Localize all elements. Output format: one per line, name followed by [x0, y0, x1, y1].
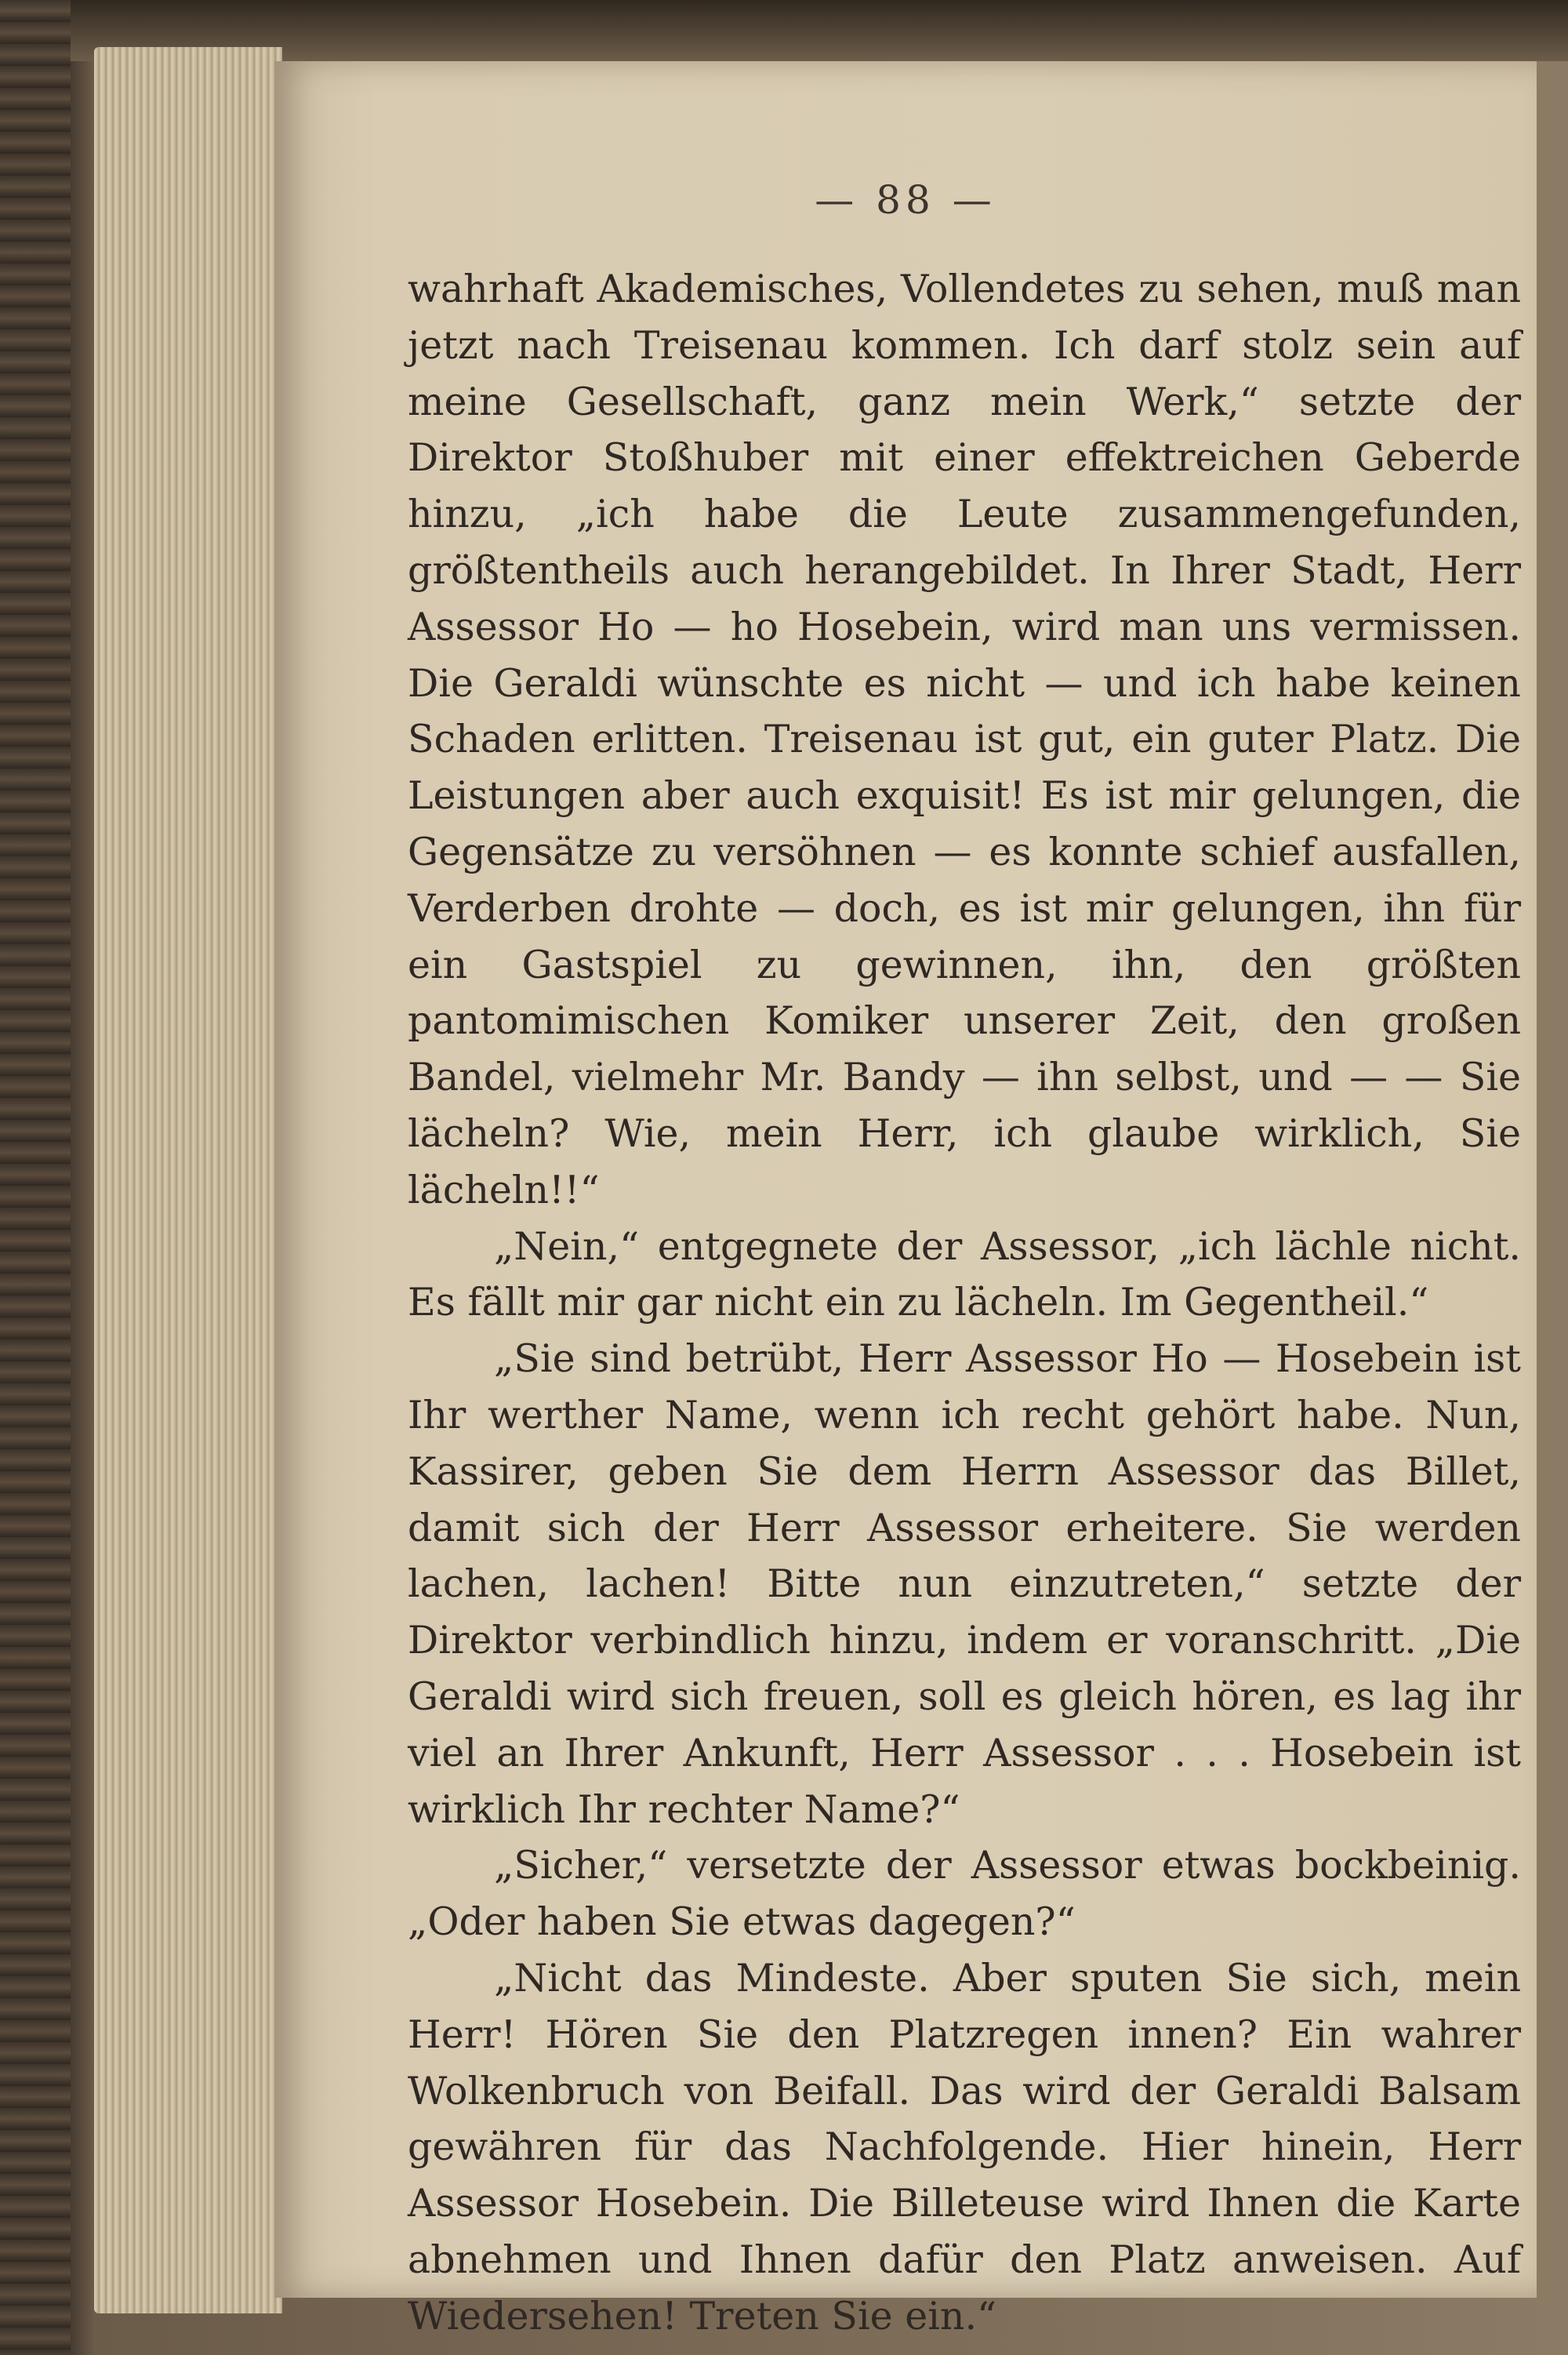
book-page: [274, 61, 1537, 2339]
page-stack-edges: [94, 47, 282, 2313]
paragraph-5: „Nicht das Mindeste. Aber sputen Sie sich, mein Herr! Hören Sie den Platzregen innen? Ein wahrer Wolkenbruch von Beifall. Das wird der Geraldi Balsam gewähren für das Nachfolgende. Hier hinein, Herr Assessor Hosebein. Die Billeteuse wird Ihnen die Karte abnehmen und Ihnen dafür den Platz anweisen. Auf Wiedersehen! Treten Sie ein.“: [408, 1955, 1521, 2339]
paragraph-2: „Nein,“ entgegnete der Assessor, „ich lächle nicht. Es fällt mir gar nicht ein zu lächeln. Im Gegentheil.“: [408, 1223, 1521, 1325]
paragraph-3: „Sie sind betrübt, Herr Assessor Ho — Hosebein ist Ihr werther Name, wenn ich recht gehört habe. Nun, Kassirer, geben Sie dem Herrn Assessor das Billet, damit sich der Herr Assessor erheitere. Sie werden lachen, lachen! Bitte nun einzutreten,“ setzte der Direktor verbindlich hinzu, indem er voranschritt. „Die Geraldi wird sich freuen, soll es gleich hören, es lag ihr viel an Ihrer Ankunft, Herr Assessor . . . Hosebein ist wirklich Ihr rechter Name?“: [408, 1336, 1521, 1832]
book-cover-edge: [0, 0, 71, 2355]
page-number: — 88 —: [815, 177, 996, 223]
body-text: [408, 261, 1521, 2344]
paragraph-1: wahrhaft Akademisches, Vollendetes zu sehen, muß man jetzt nach Treisenau kommen. Ich darf stolz sein auf meine Gesellschaft, ganz mein Werk,“ setzte der Direktor Stoßhuber mit einer effektreichen Geberde hinzu, „ich habe die Leute zusammengefunden, größtentheils auch herangebildet. In Ihrer Stadt, Herr Assessor Ho — ho Hosebein, wird man uns vermissen. Die Geraldi wünschte es nicht — und ich habe keinen Schaden erlitten. Treisenau ist gut, ein guter Platz. Die Leistungen aber auch exquisit! Es ist mir gelungen, die Gegensätze zu versöhnen — es konnte schief ausfallen, Verderben drohte — doch, es ist mir gelungen, ihn für ein Gastspiel zu gewinnen, ihn, den größten pantomimischen Komiker unserer Zeit, den großen Bandel, vielmehr Mr. Bandy — ihn selbst, und — — Sie lächeln? Wie, mein Herr, ich glaube wirklich, Sie lächeln!!“: [408, 267, 1521, 1212]
paragraph-4: „Sicher,“ versetzte der Assessor etwas bockbeinig. „Oder haben Sie etwas dagegen?“: [408, 1843, 1521, 1945]
